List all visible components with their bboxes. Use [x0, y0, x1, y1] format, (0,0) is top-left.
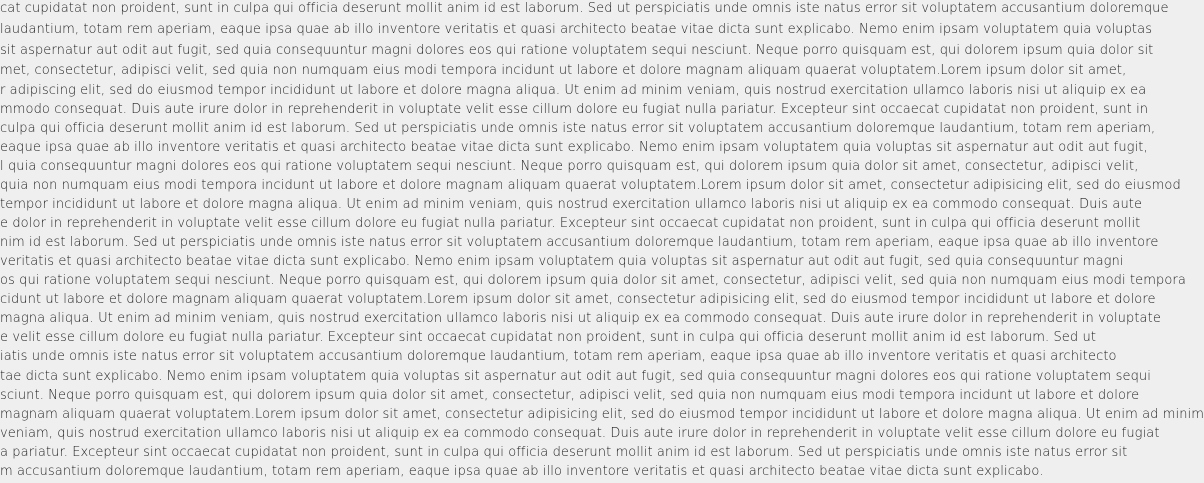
- text-line: m accusantium doloremque laudantium, totam rem aperiam, eaque ipsa quae ab illo inventore veritatis et quasi architecto beatae vitae dicta sunt explicabo.: [0, 464, 1044, 479]
- text-line: sciunt. Neque porro quisquam est, qui dolorem ipsum quia dolor sit amet, consectetur, adipisci velit, sed quia non numquam eius modi tempora incidunt ut labore et dolore: [0, 388, 1140, 403]
- text-line: eaque ipsa quae ab illo inventore veritatis et quasi architecto beatae vitae dicta sunt explicabo. Nemo enim ipsam voluptatem quia voluptas sit aspernatur aut odit aut fugit,: [0, 140, 1148, 155]
- text-line: quia non numquam eius modi tempora incidunt ut labore et dolore magnam aliquam quaerat voluptatem.Lorem ipsum dolor sit amet, consectetur adipisicing elit, sed do eiusmod: [0, 178, 1181, 193]
- text-line: veniam, quis nostrud exercitation ullamco laboris nisi ut aliquip ex ea commodo consequat. Duis aute irure dolor in reprehenderit in voluptate velit esse cillum dolore eu fugiat: [0, 426, 1160, 441]
- text-line: e dolor in reprehenderit in voluptate velit esse cillum dolore eu fugiat nulla pariatur. Excepteur sint occaecat cupidatat non proident, sunt in culpa qui officia deserunt mollit: [0, 216, 1141, 231]
- text-line: r adipiscing elit, sed do eiusmod tempor incididunt ut labore et dolore magna aliqua. Ut enim ad minim veniam, quis nostrud exercitation ullamco laboris nisi ut aliquip ex ea: [0, 83, 1147, 98]
- text-line: veritatis et quasi architecto beatae vitae dicta sunt explicabo. Nemo enim ipsam voluptatem quia voluptas sit aspernatur aut odit aut fugit, sed quia consequuntur magni: [0, 254, 1124, 269]
- text-line: sit aspernatur aut odit aut fugit, sed quia consequuntur magni dolores eos qui ratione voluptatem sequi nesciunt. Neque porro quisquam est, qui dolorem ipsum quia dolor sit: [0, 43, 1154, 58]
- text-line: met, consectetur, adipisci velit, sed quia non numquam eius modi tempora incidunt ut labore et dolore magnam aliquam quaerat voluptatem.Lorem ipsum dolor sit amet,: [0, 63, 1127, 78]
- text-line: e velit esse cillum dolore eu fugiat nulla pariatur. Excepteur sint occaecat cupidatat non proident, sunt in culpa qui officia deserunt mollit anim id est laborum. Sed ut: [0, 330, 1097, 345]
- text-line: mmodo consequat. Duis aute irure dolor in reprehenderit in voluptate velit esse cillum dolore eu fugiat nulla pariatur. Excepteur sint occaecat cupidatat non proident, sunt in: [0, 102, 1149, 117]
- text-line: a pariatur. Excepteur sint occaecat cupidatat non proident, sunt in culpa qui officia deserunt mollit anim id est laborum. Sed ut perspiciatis unde omnis iste natus error sit: [0, 445, 1128, 460]
- text-line: os qui ratione voluptatem sequi nesciunt. Neque porro quisquam est, qui dolorem ipsum quia dolor sit amet, consectetur, adipisci velit, sed quia non numquam eius modi tempora: [0, 273, 1186, 288]
- text-line: magnam aliquam quaerat voluptatem.Lorem ipsum dolor sit amet, consectetur adipisicing elit, sed do eiusmod tempor incididunt ut labore et dolore magna aliqua. Ut enim ad minim: [0, 407, 1204, 422]
- text-line: l quia consequuntur magni dolores eos qui ratione voluptatem sequi nesciunt. Neque porro quisquam est, qui dolorem ipsum quia dolor sit amet, consectetur, adipisci velit,: [0, 159, 1139, 174]
- text-line: tae dicta sunt explicabo. Nemo enim ipsam voluptatem quia voluptas sit aspernatur aut odit aut fugit, sed quia consequuntur magni dolores eos qui ratione voluptatem sequi: [0, 369, 1151, 384]
- text-line: culpa qui officia deserunt mollit anim id est laborum. Sed ut perspiciatis unde omnis iste natus error sit voluptatem accusantium doloremque laudantium, totam rem aperiam,: [0, 121, 1156, 136]
- text-line: cat cupidatat non proident, sunt in culpa qui officia deserunt mollit anim id est laborum. Sed ut perspiciatis unde omnis iste natus error sit voluptatem accusantium doloremque: [0, 1, 1169, 16]
- text-line: tempor incididunt ut labore et dolore magna aliqua. Ut enim ad minim veniam, quis nostrud exercitation ullamco laboris nisi ut aliquip ex ea commodo consequat. Duis aute: [0, 197, 1143, 212]
- text-line: cidunt ut labore et dolore magnam aliquam quaerat voluptatem.Lorem ipsum dolor sit amet, consectetur adipisicing elit, sed do eiusmod tempor incididunt ut labore et dolore: [0, 292, 1156, 307]
- text-line: laudantium, totam rem aperiam, eaque ipsa quae ab illo inventore veritatis et quasi architecto beatae vitae dicta sunt explicabo. Nemo enim ipsam voluptatem quia voluptas: [0, 22, 1153, 37]
- text-line: nim id est laborum. Sed ut perspiciatis unde omnis iste natus error sit voluptatem accusantium doloremque laudantium, totam rem aperiam, eaque ipsa quae ab illo inventore: [0, 235, 1159, 250]
- text-line: iatis unde omnis iste natus error sit voluptatem accusantium doloremque laudantium, totam rem aperiam, eaque ipsa quae ab illo inventore veritatis et quasi architecto: [0, 349, 1117, 364]
- text-line: magna aliqua. Ut enim ad minim veniam, quis nostrud exercitation ullamco laboris nisi ut aliquip ex ea commodo consequat. Duis aute irure dolor in reprehenderit in voluptate: [0, 311, 1161, 326]
